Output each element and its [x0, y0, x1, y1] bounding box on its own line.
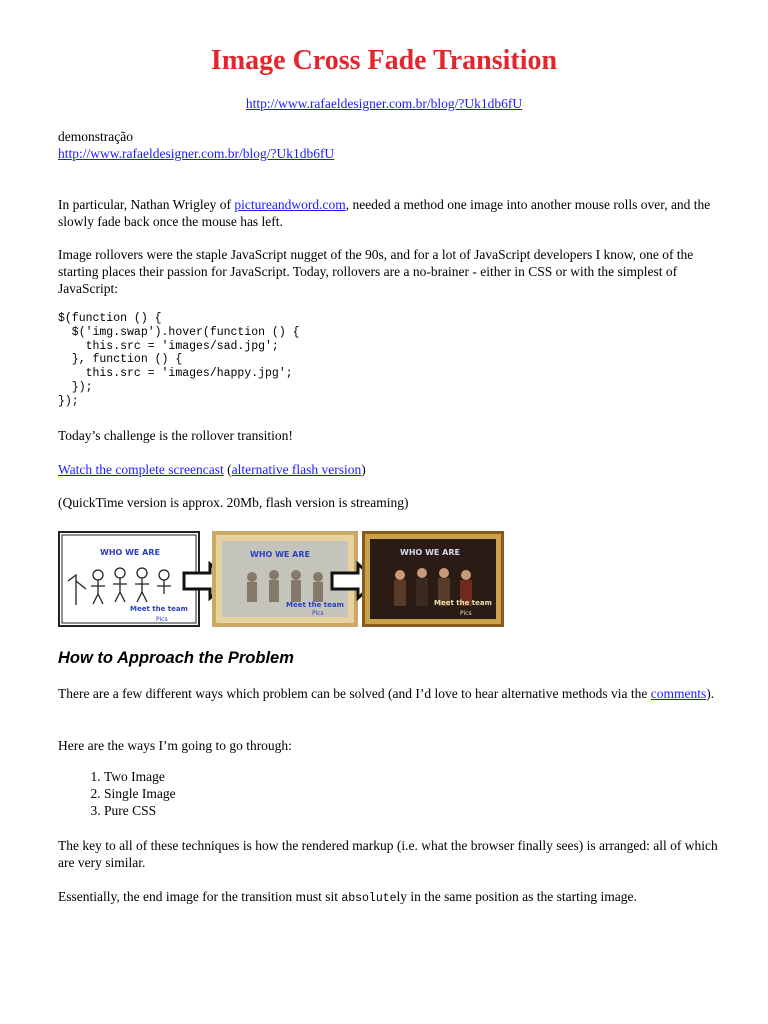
- methods-list: [58, 769, 176, 819]
- intro-text: In particular, Nathan Wrigley of: [58, 197, 235, 212]
- list-item: 3. Pure CSS: [104, 803, 176, 820]
- list-item: 1. Two Image: [104, 769, 176, 786]
- comments-link[interactable]: comments: [650, 686, 707, 701]
- section-p1-text: There are a few different ways which problem can be solved (and I’d love to hear alternative methods via the: [58, 686, 651, 701]
- sketch-pics: Pics: [156, 616, 168, 623]
- paren-open: (: [223, 462, 232, 477]
- painting-pics: Pics: [460, 610, 472, 617]
- transition-illustration: [58, 531, 508, 629]
- faded-pics: Pics: [312, 610, 324, 617]
- challenge-text: Today’s challenge is the rollover transition!: [58, 428, 293, 443]
- painting-who-we-are: WHO WE ARE: [400, 548, 460, 557]
- faded-who-we-are: WHO WE ARE: [250, 550, 310, 559]
- painting-meet-the-team: Meet the team: [434, 599, 492, 607]
- intro-paragraph-1: [58, 196, 718, 230]
- demo-block: [58, 128, 718, 162]
- demo-url-link[interactable]: http://www.rafaeldesigner.com.br/blog/?Uk1db6fU: [58, 146, 335, 161]
- rollover-paragraph: Image rollovers were the staple JavaScript nugget of the 90s, and for a lot of JavaScript developers I know, one of the starting places their passion for JavaScript. Today, rollovers are a no-brainer - either in CSS or with the simplest of JavaScript:: [58, 247, 694, 296]
- painting-frame-panel-image: [362, 531, 504, 627]
- section-paragraph-4: [58, 888, 718, 907]
- pictureandword-link[interactable]: pictureandword.com: [234, 197, 346, 212]
- demo-label: demonstração: [58, 129, 133, 144]
- section-paragraph-3: The key to all of these techniques is how the rendered markup (i.e. what the browser finally sees) is arranged: all of which are very similar.: [58, 838, 718, 870]
- intro-paragraph-2: [58, 246, 718, 297]
- faded-meet-the-team: Meet the team: [286, 601, 344, 609]
- paren-close: ): [361, 462, 366, 477]
- flash-version-link[interactable]: alternative flash version: [231, 462, 362, 477]
- section-heading: How to Approach the Problem: [58, 649, 294, 667]
- section-p1-end: ).: [706, 686, 715, 701]
- sketch-panel-image: [58, 531, 200, 627]
- quicktime-note: (QuickTime version is approx. 20Mb, flash version is streaming): [58, 495, 409, 510]
- section-p4-text: Essentially, the end image for the transition must sit: [58, 889, 342, 904]
- page-title: Image Cross Fade Transition: [210, 45, 558, 76]
- sketch-who-we-are: WHO WE ARE: [100, 548, 160, 557]
- screencast-link[interactable]: Watch the complete screencast: [58, 462, 224, 477]
- intro-text-rest: , needed a method one image into another mouse rolls over, and the slowly fade back once the mouse has left.: [58, 197, 711, 229]
- sketch-meet-the-team: Meet the team: [130, 605, 188, 613]
- code-block: $(function () { $('img.swap').hover(function () { this.src = 'images/sad.jpg'; }, function () { this.src = 'images/happy.jpg'; }); });: [58, 312, 300, 408]
- absolute-code: absolute: [341, 892, 397, 905]
- source-url-link[interactable]: http://www.rafaeldesigner.com.br/blog/?Uk1db6fU: [245, 96, 523, 111]
- list-item: 2. Single Image: [104, 786, 176, 803]
- section-p4-end: ly in the same position as the starting image.: [396, 889, 637, 904]
- screencast-line: [58, 461, 718, 478]
- section-paragraph-1: [58, 685, 718, 702]
- section-paragraph-2: Here are the ways I’m going to go through:: [58, 738, 292, 753]
